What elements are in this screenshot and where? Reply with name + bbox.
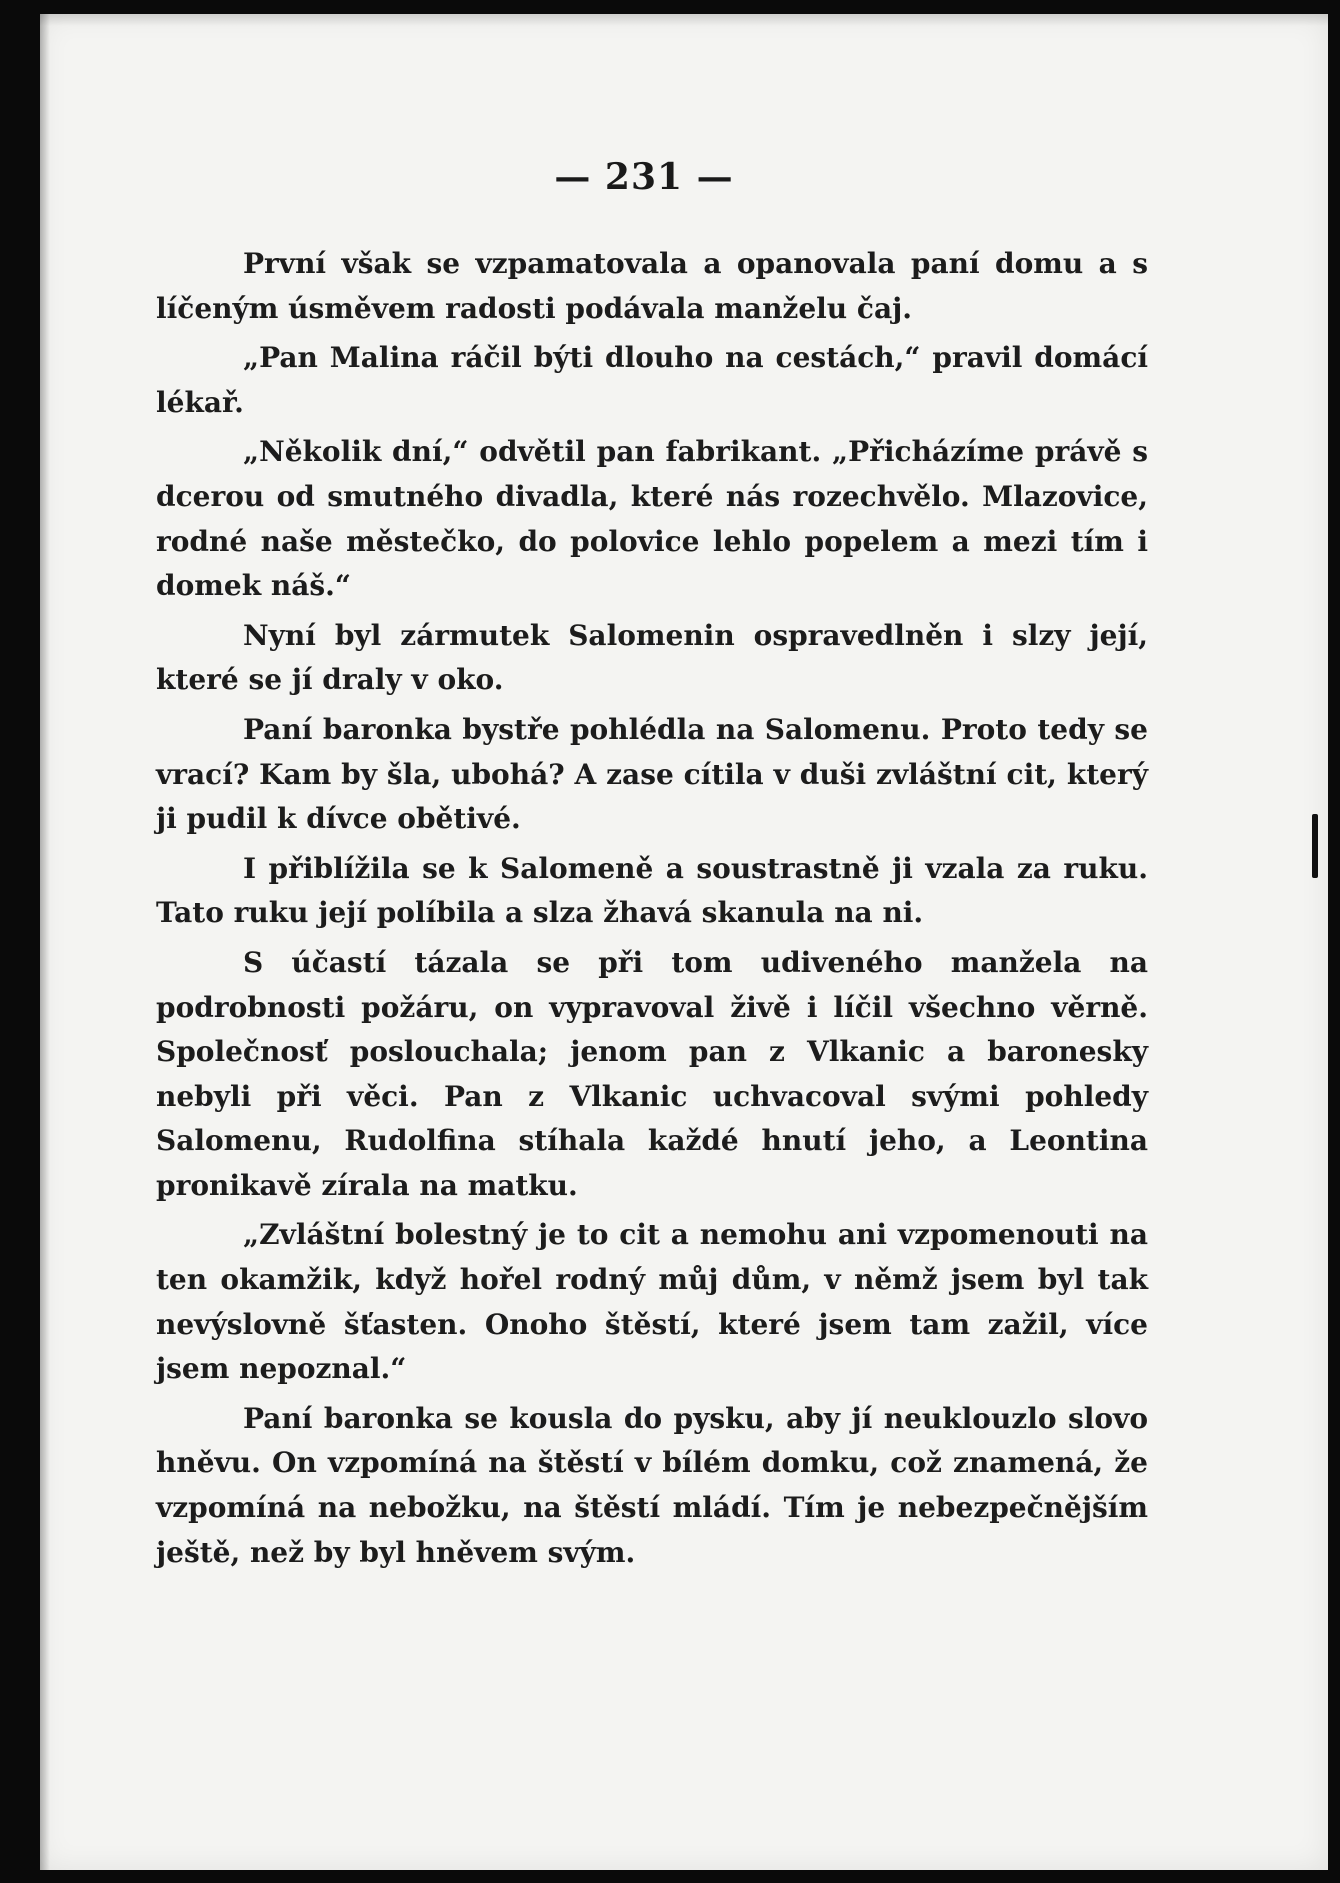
paragraph-7: S účastí tázala se při tom udiveného manžela na podrobnosti požáru, on vypravoval živě i líčil všechno věrně. Společnosť poslouchala; jenom pan z Vlkanic a baronesky nebyli při věci. Pan z Vlkanic uchvacoval svými pohledy Salomenu, Rudolfina stíhala každé hnutí jeho, a Leontina pronikavě zírala na matku.	[156, 945, 1148, 1202]
page-number: — 231 —	[554, 156, 734, 198]
paragraph-5: Paní baronka bystře pohlédla na Salomenu. Proto tedy se vrací? Kam by šla, ubohá? A zase cítila v duši zvláštní cit, který ji pudil k dívce obětivé.	[156, 712, 1148, 836]
paragraph-2: „Pan Malina ráčil býti dlouho na cestách,“ pravil domácí lékař.	[156, 341, 1148, 419]
paragraph-3: „Několik dní,“ odvětil pan fabrikant. „Přicházíme právě s dcerou od smutného divadla, které nás rozechvělo. Mlazovice, rodné naše městečko, do polovice lehlo popelem a mezi tím i domek náš.“	[156, 435, 1148, 603]
paragraph-1: První však se vzpamatovala a opanovala paní domu a s líčeným úsměvem radosti podávala manželu čaj.	[156, 247, 1148, 325]
paragraph-4: Nyní byl zármutek Salomenin ospravedlněn i slzy její, které se jí draly v oko.	[156, 618, 1148, 697]
page-gutter-shadow	[40, 14, 50, 1870]
paragraph-9: Paní baronka se kousla do pysku, aby jí neuklouzlo slovo hněvu. On vzpomíná na štěstí v bílém domku, což znamená, že vzpomíná na nebožku, na štěstí mládí. Tím je nebezpečnějším ještě, než by byl hněvem svým.	[156, 1401, 1148, 1569]
paragraph-6: I přiblížila se k Salomeně a soustrastně ji vzala za ruku. Tato ruku její políbila a slza žhavá skanula na ni.	[156, 851, 1148, 930]
book-page	[40, 14, 1328, 1870]
page-edge-mark	[1312, 814, 1318, 878]
page-top-shadow	[40, 14, 1328, 26]
paragraph-8: „Zvláštní bolestný je to cit a nemohu ani vzpomenouti na ten okamžik, když hořel rodný můj dům, v němž jsem byl tak nevýslovně šťasten. Onoho štěstí, které jsem tam zažil, více jsem nepoznal.“	[156, 1218, 1148, 1386]
body-text	[156, 242, 1148, 1580]
